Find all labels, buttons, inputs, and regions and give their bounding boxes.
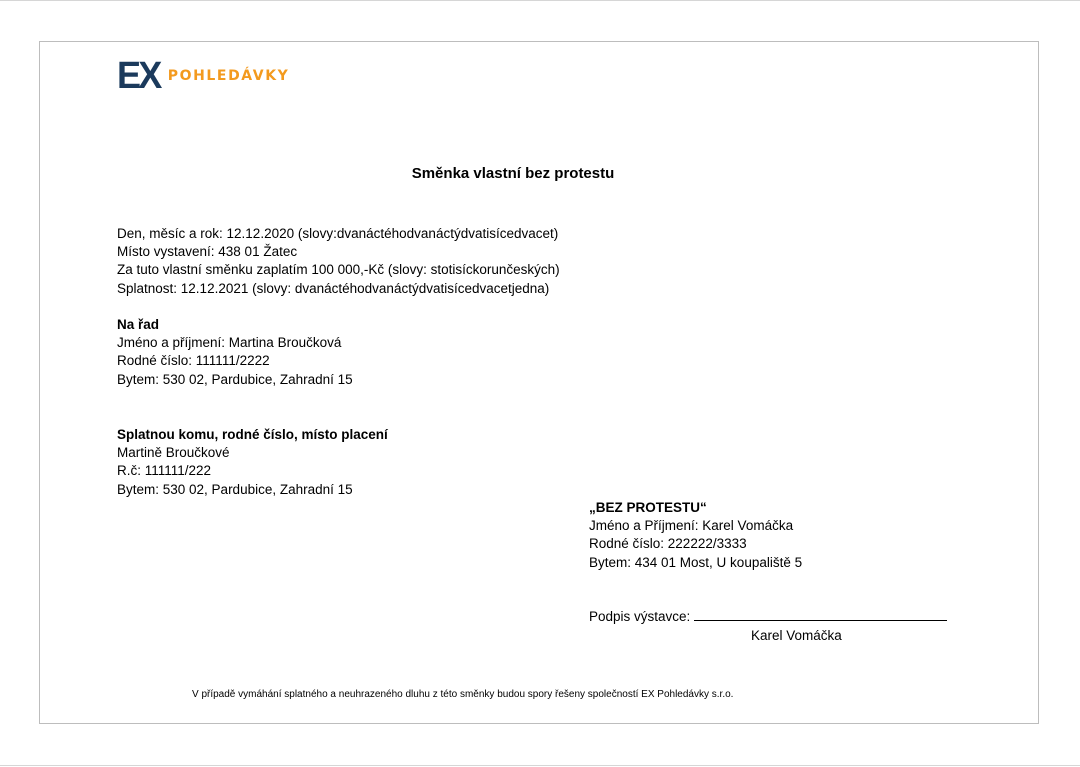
document-page <box>39 41 1039 724</box>
order-name-line: Jméno a příjmení: Martina Broučková <box>117 335 342 351</box>
payable-section <box>117 426 388 499</box>
signer-name: Karel Vomáčka <box>751 628 842 643</box>
footer-note: V případě vymáhání splatného a neuhrazeného dluhu z této směnky budou spory řešeny společností EX Pohledávky s.r.o. <box>192 689 734 700</box>
drawer-address-line: Bytem: 434 01 Most, U koupaliště 5 <box>589 554 803 570</box>
company-logo <box>117 55 290 97</box>
payable-id-line: R.č: 111111/222 <box>117 463 212 479</box>
order-heading: Na řad <box>117 317 160 332</box>
drawer-heading: „BEZ PROTESTU“ <box>589 500 707 515</box>
order-section <box>117 316 353 389</box>
payable-heading: Splatnou komu, rodné číslo, místo placení <box>117 427 388 442</box>
payable-name-line: Martině Broučkové <box>117 445 230 461</box>
drawer-name-line: Jméno a Příjmení: Karel Vomáčka <box>589 518 794 534</box>
issue-date-line: Den, měsíc a rok: 12.12.2020 (slovy:dvanáctéhodvanáctýdvatisícedvacet) <box>117 226 559 241</box>
signature-line <box>694 608 947 621</box>
order-address-line: Bytem: 530 02, Pardubice, Zahradní 15 <box>117 371 353 387</box>
top-divider <box>0 0 1080 1</box>
logo-company-name: POHLEDÁVKY <box>167 68 290 84</box>
logo-ex-mark: EX <box>117 55 160 97</box>
amount-line: Za tuto vlastní směnku zaplatím 100 000,-Kč (slovy: stotisíckorunčeských) <box>117 262 560 278</box>
maturity-line: Splatnost: 12.12.2021 (slovy: dvanáctéhodvanáctýdvatisícedvacetjedna) <box>117 280 550 296</box>
issue-details <box>117 225 560 298</box>
signature-row <box>589 608 947 626</box>
drawer-section <box>589 499 802 572</box>
order-id-line: Rodné číslo: 111111/2222 <box>117 353 270 369</box>
drawer-id-line: Rodné číslo: 222222/3333 <box>589 536 747 552</box>
payable-address-line: Bytem: 530 02, Pardubice, Zahradní 15 <box>117 481 353 497</box>
signature-label: Podpis výstavce: <box>589 609 691 624</box>
document-title: Směnka vlastní bez protestu <box>411 165 615 182</box>
issue-place-line: Místo vystavení: 438 01 Žatec <box>117 244 298 260</box>
bottom-divider <box>0 765 1080 766</box>
